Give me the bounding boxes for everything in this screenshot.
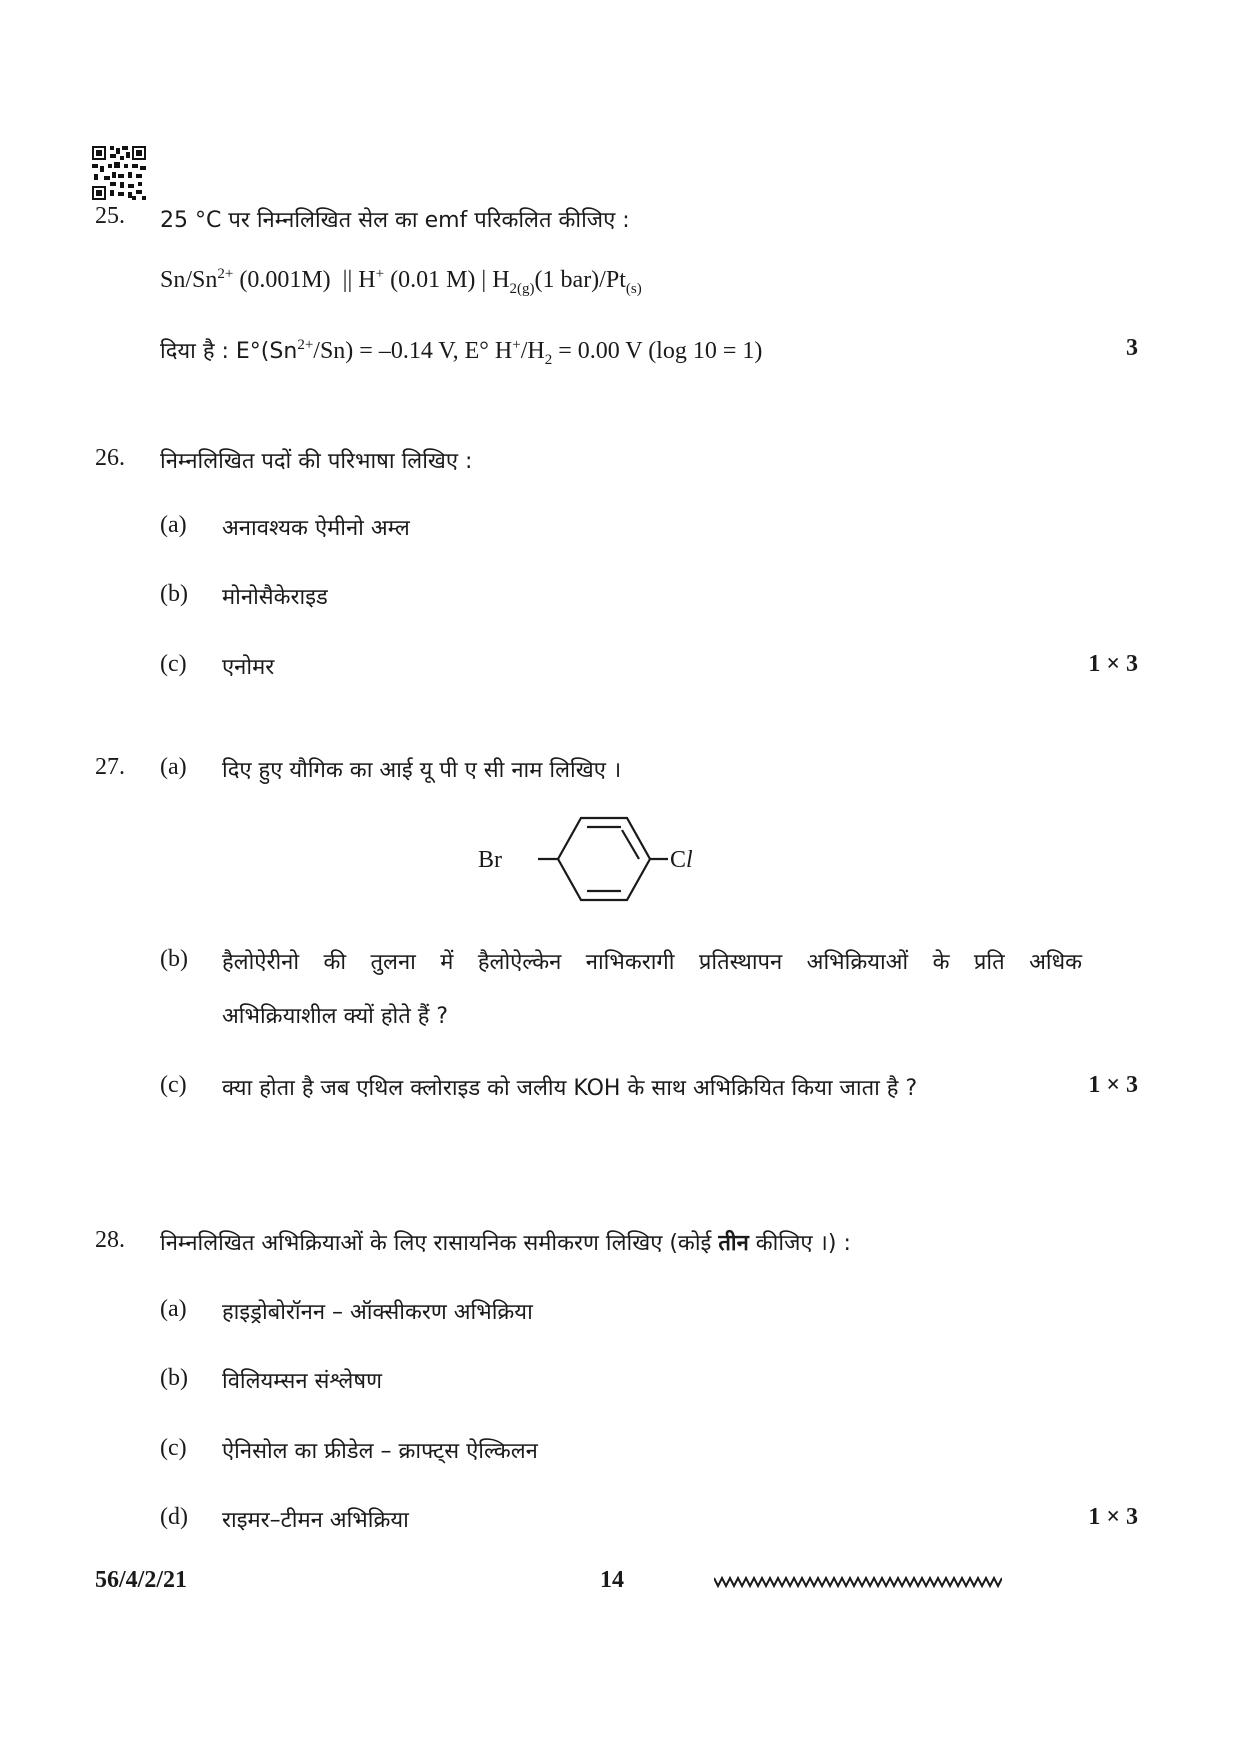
question-26-marks: 1 × 3 xyxy=(1088,651,1138,677)
page-number: 14 xyxy=(600,1567,624,1593)
question-number-27: 27. xyxy=(95,754,125,780)
question-26-c-text: एनोमर xyxy=(222,655,275,680)
bromochlorobenzene-structure xyxy=(470,800,710,918)
question-28-c-label: (c) xyxy=(160,1435,187,1461)
question-26-a-label: (a) xyxy=(160,512,187,538)
question-25-prompt: 25 °C पर निम्नलिखित सेल का emf परिकलित कीजिए : xyxy=(160,208,630,233)
question-26-prompt: निम्नलिखित पदों की परिभाषा लिखिए : xyxy=(160,449,473,474)
question-28-marks: 1 × 3 xyxy=(1088,1504,1138,1530)
question-27-c-text: क्या होता है जब एथिल क्लोराइड को जलीय KOH के साथ अभिक्रियित किया जाता है ? xyxy=(222,1076,918,1101)
question-28-d-label: (d) xyxy=(160,1504,188,1530)
question-26-c-label: (c) xyxy=(160,651,187,677)
question-28-prompt: निम्नलिखित अभिक्रियाओं के लिए रासायनिक समीकरण लिखिए (कोई तीन कीजिए ।) : xyxy=(160,1231,851,1256)
bromine-label: Br xyxy=(478,847,502,873)
question-28-c-text: ऐनिसोल का फ्रीडेल – क्राफ्ट्स ऐल्किलन xyxy=(222,1439,538,1464)
question-27-c-label: (c) xyxy=(160,1072,187,1098)
question-number-26: 26. xyxy=(95,445,125,471)
paper-code: 56/4/2/21 xyxy=(95,1567,188,1593)
question-26-b-text: मोनोसैकेराइड xyxy=(222,585,328,610)
question-27-b-text-line1: हैलोऐरीनो की तुलना में हैलोऐल्केन नाभिकरागी प्रतिस्थापन अभिक्रियाओं के प्रति अधिक xyxy=(222,950,1082,975)
question-28-a-text: हाइड्रोबोरॉनन – ऑक्सीकरण अभिक्रिया xyxy=(222,1300,533,1325)
question-27-b-text-line2: अभिक्रियाशील क्यों होते हैं ? xyxy=(222,1004,449,1029)
question-27-marks: 1 × 3 xyxy=(1088,1072,1138,1098)
question-25-given-values: दिया है : $E^\circ(Sn^{2+}/Sn) = -0.14$ V, E° $H^+/H_2 = 0.00$ V (log 10 = 1) xyxy=(160,337,763,368)
question-27-b-label: (b) xyxy=(160,946,188,972)
question-28-a-label: (a) xyxy=(160,1296,187,1322)
question-number-25: 25. xyxy=(95,203,125,229)
chlorine-label: Cl xyxy=(670,847,693,873)
question-28-d-text: राइमर–टीमन अभिक्रिया xyxy=(222,1508,409,1533)
question-28-b-label: (b) xyxy=(160,1365,188,1391)
qr-code-icon xyxy=(92,146,146,200)
question-25-marks: 3 xyxy=(1126,335,1138,361)
question-27-a-label: (a) xyxy=(160,754,187,780)
question-number-28: 28. xyxy=(95,1227,125,1253)
question-26-b-label: (b) xyxy=(160,581,188,607)
question-25-cell-notation: $Sn/Sn^{2+}$ (0.001M) || H+ (0.01 M) | $H_{2(g)}(1$ $bar)/Pt_{(s)}$ xyxy=(160,266,642,297)
question-26-a-text: अनावश्यक ऐमीनो अम्ल xyxy=(222,516,410,541)
question-28-b-text: विलियम्सन संश्लेषण xyxy=(222,1369,383,1394)
question-27-a-text: दिए हुए यौगिक का आई यू पी ए सी नाम लिखिए । xyxy=(222,758,622,783)
wavy-line-decoration xyxy=(714,1574,1002,1590)
